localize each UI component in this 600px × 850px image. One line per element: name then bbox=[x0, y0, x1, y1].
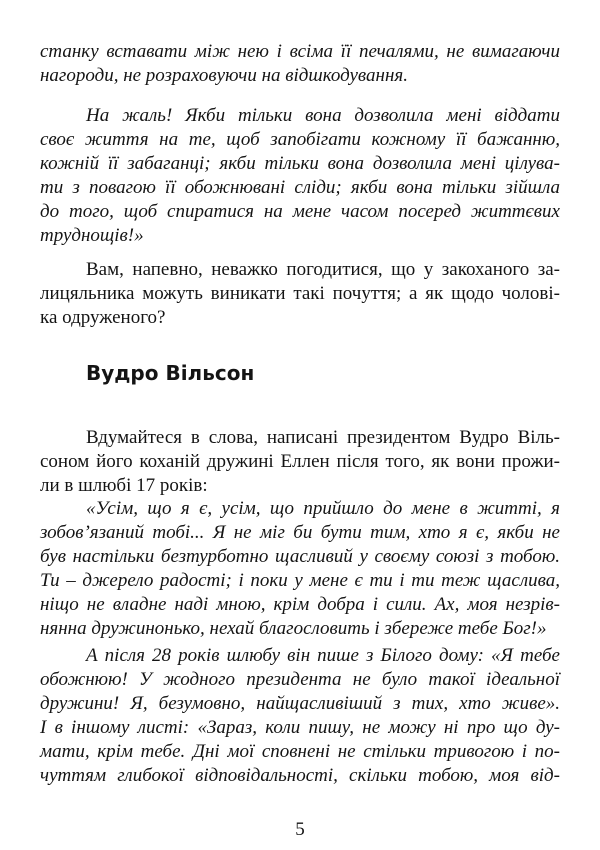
text-line: дружини! Я, безумовно, найщасливіший з тих, хто живе». bbox=[40, 693, 560, 714]
text-line: нянна дружинонько, нехай благословить і збереже тебе Бог!» bbox=[40, 618, 547, 639]
text-line: труднощів!» bbox=[40, 225, 144, 246]
paragraph-2 bbox=[40, 104, 560, 248]
text-line: нагороди, не розраховуючи на відшкодування. bbox=[40, 65, 408, 86]
paragraph-3 bbox=[40, 258, 560, 330]
text-line: кожній її забаганці; якби тільки вона дозволила мені цілува- bbox=[40, 153, 560, 174]
text-line: своє життя на те, щоб запобігати кожному її бажанню, bbox=[40, 129, 560, 150]
text-line: І в іншому листі: «Зараз, коли пишу, не можу ні про що ду- bbox=[40, 717, 560, 738]
text-line: А після 28 років шлюбу він пише з Білого дому: «Я тебе bbox=[86, 645, 560, 666]
text-line: до того, щоб спиратися на мене часом посеред життєвих bbox=[40, 201, 560, 222]
paragraph-5 bbox=[40, 497, 560, 641]
text-line: мати, крім тебе. Дні мої сповнені не стільки тривогою і по- bbox=[40, 741, 560, 762]
text-line: ти з повагою її обожнювані сліди; якби вона тільки зійшла bbox=[40, 177, 560, 198]
text-line: Вам, напевно, неважко погодитися, що у закоханого за- bbox=[86, 259, 560, 280]
text-line: Вдумайтеся в слова, написані президентом Вудро Віль- bbox=[86, 427, 560, 448]
text-line: лицяльника можуть виникати такі почуття; а як щодо чолові- bbox=[40, 283, 560, 304]
page-number: 5 bbox=[295, 819, 305, 840]
text-line: На жаль! Якби тільки вона дозволила мені віддати bbox=[86, 105, 560, 126]
text-line: ли в шлюбі 17 років: bbox=[40, 475, 208, 496]
text-line: станку вставати між нею і всіма її печалями, не вимагаючи bbox=[40, 41, 560, 62]
text-line: обожнюю! У жодного президента не було такої ідеальної bbox=[40, 669, 560, 690]
section-heading: Вудро Вільсон bbox=[86, 361, 255, 385]
text-line: «Усім, що я є, усім, що прийшло до мене в житті, я bbox=[86, 498, 560, 519]
text-line: ніщо не владне наді мною, крім добра і сили. Ах, моя незрів- bbox=[40, 594, 560, 615]
paragraph-1 bbox=[40, 40, 560, 88]
text-line: зобов’язаний тобі... Я не міг би бути тим, хто я є, якби не bbox=[40, 522, 560, 543]
text-line: був настільки безтурботно щасливий у своєму союзі з тобою. bbox=[40, 546, 560, 567]
paragraph-6 bbox=[40, 644, 560, 788]
text-line: Ти – джерело радості; і поки у мене є ти і ти теж щаслива, bbox=[40, 570, 560, 591]
text-line: соном його коханій дружині Еллен після того, як вони прожи- bbox=[40, 451, 560, 472]
text-line: ка одруженого? bbox=[40, 307, 166, 328]
text-line: чуттям глибокої відповідальності, скільки тобою, моя від- bbox=[40, 765, 560, 786]
paragraph-4 bbox=[40, 426, 560, 498]
